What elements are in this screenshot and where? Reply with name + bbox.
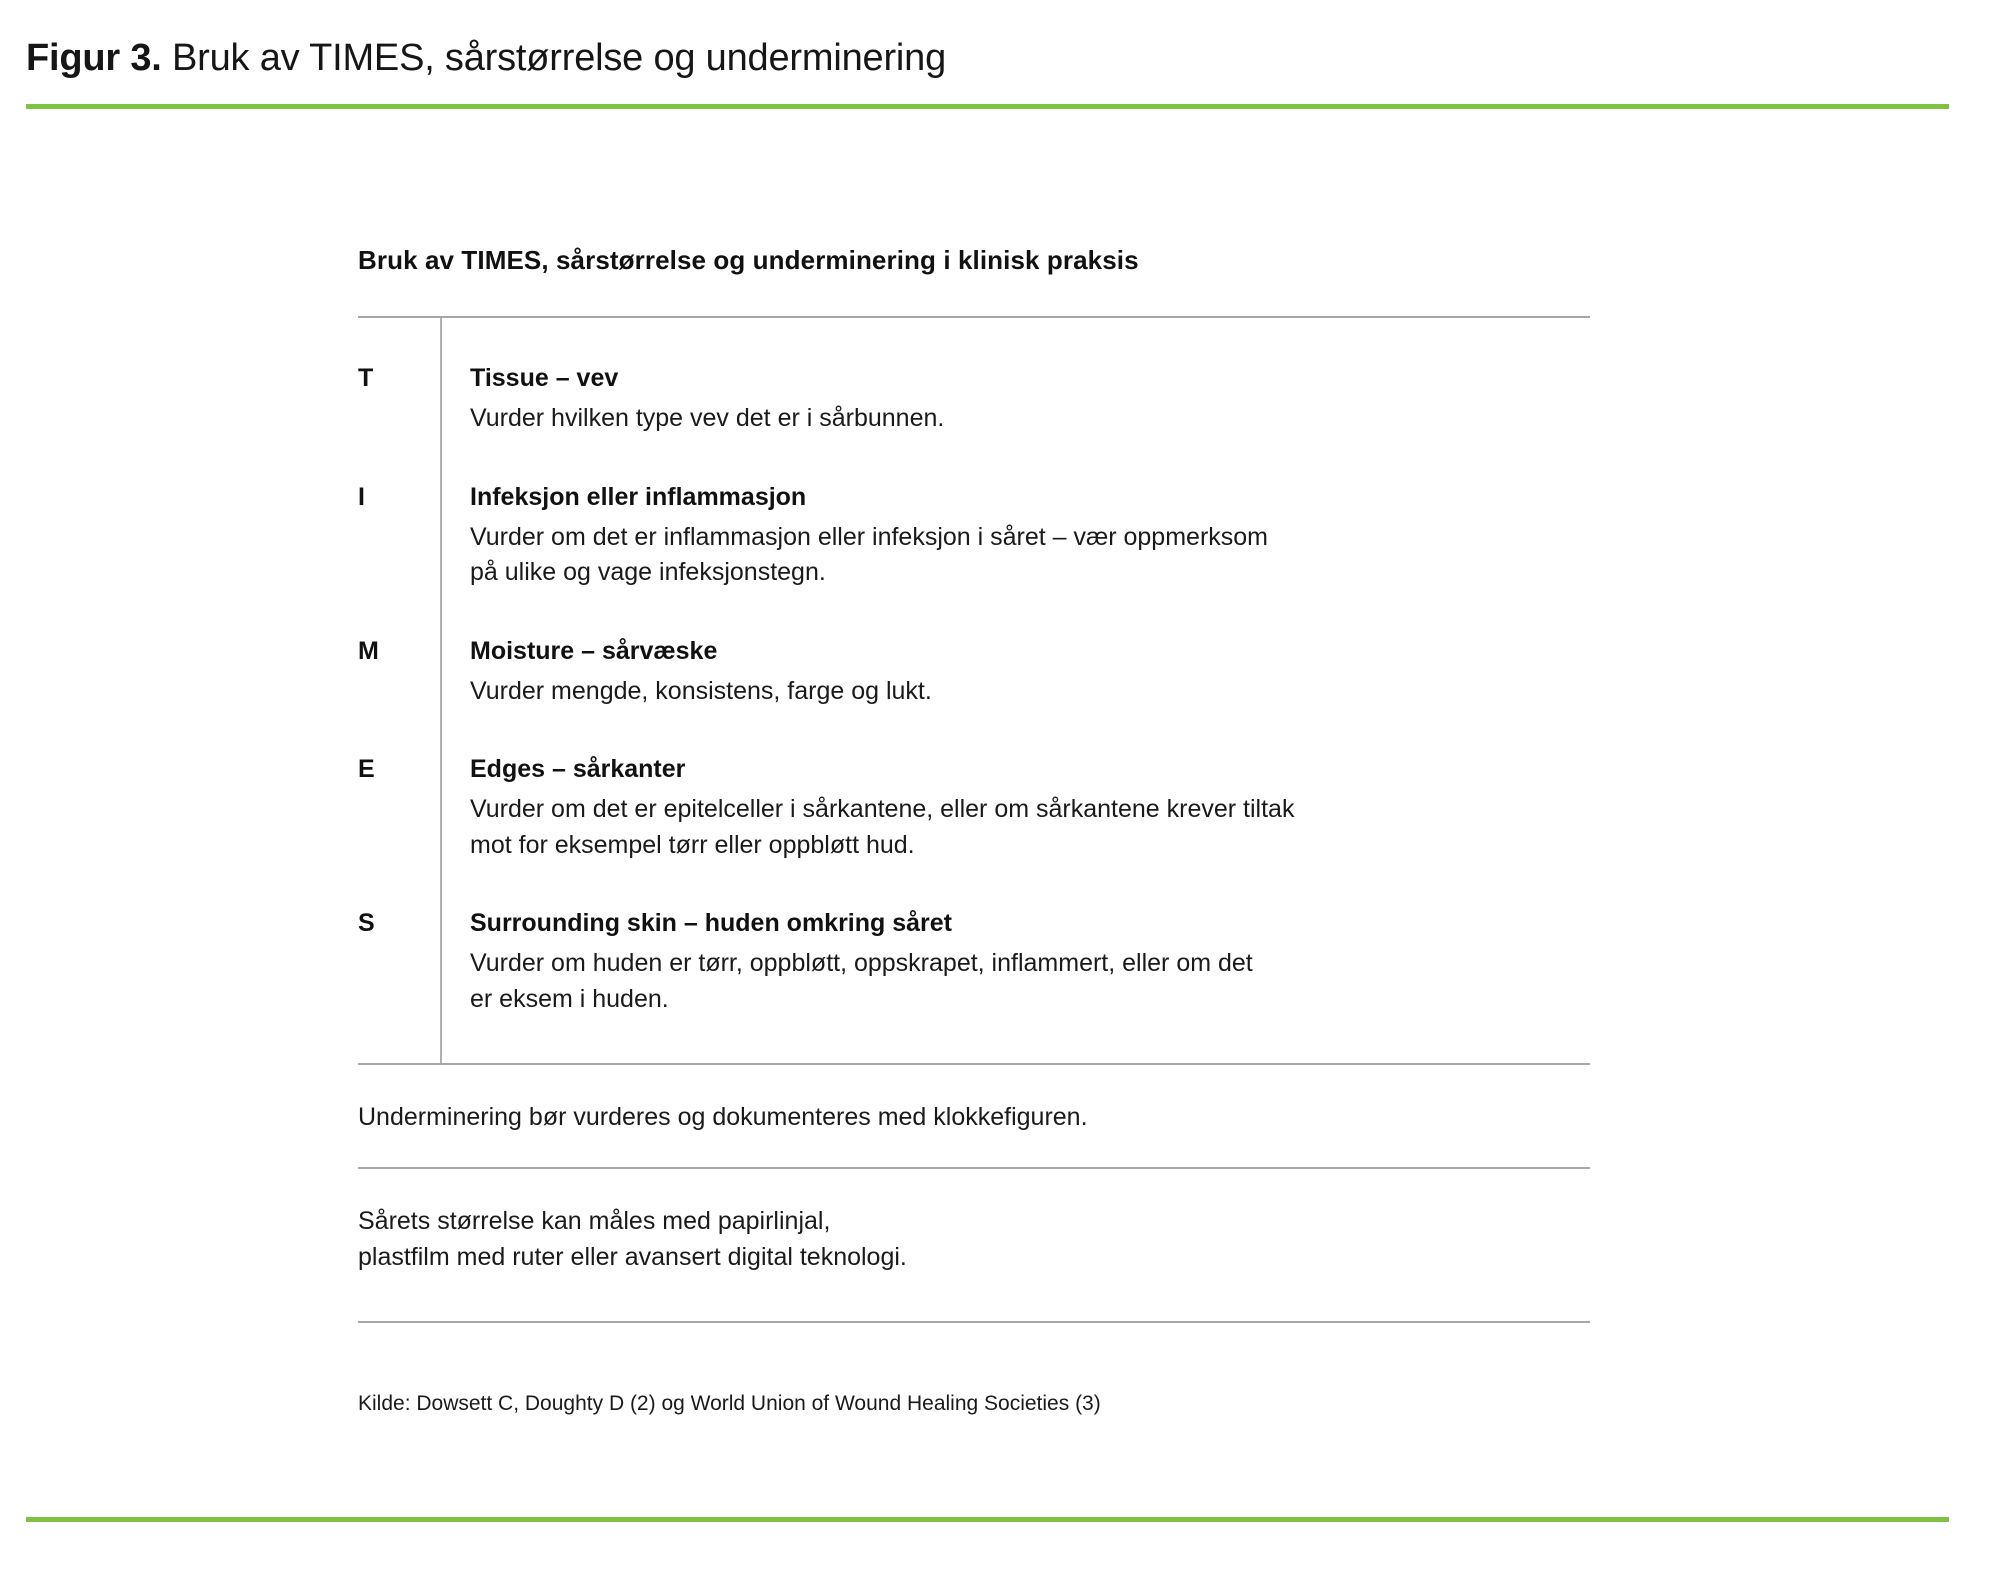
table-row — [358, 907, 1590, 1017]
row-body — [440, 907, 1590, 1017]
row-body — [440, 362, 1590, 437]
times-panel — [358, 245, 1590, 1418]
table-top-spacer — [358, 318, 1590, 362]
row-gap — [358, 709, 1590, 753]
row-description-line-2: på ulike og vage infeksjonstegn. — [470, 558, 826, 586]
row-description-line-2: er eksem i huden. — [470, 984, 669, 1013]
table-column-divider — [440, 318, 442, 1063]
row-description — [470, 401, 1590, 437]
row-description-line-1: Vurder hvilken type vev det er i sårbunnen. — [470, 404, 945, 432]
row-letter: M — [358, 636, 379, 665]
row-description-line-1: Vurder om det er inflammasjon eller infeksjon i såret – vær oppmerksom — [470, 522, 1268, 551]
figure-title-text: Bruk av TIMES, sårstørrelse og underminering — [172, 37, 947, 79]
row-letter: S — [358, 909, 375, 937]
row-gap — [358, 437, 1590, 481]
row-gap — [358, 591, 1590, 635]
bottom-accent-rule — [26, 1517, 1949, 1522]
source-citation: Kilde: Dowsett C, Doughty D (2) og World Union of Wound Healing Societies (3) — [358, 1392, 1101, 1415]
row-description — [470, 792, 1590, 863]
table-row — [358, 362, 1590, 437]
panel-heading: Bruk av TIMES, sårstørrelse og underminering i klinisk praksis — [358, 245, 1139, 275]
row-letter: T — [358, 364, 374, 392]
row-description-line-1: Vurder mengde, konsistens, farge og lukt. — [470, 676, 932, 705]
row-term: Edges – sårkanter — [470, 755, 686, 783]
row-term: Tissue – vev — [470, 364, 619, 392]
row-letter: I — [358, 482, 365, 511]
row-description — [470, 674, 1590, 710]
row-description-line-2: mot for eksempel tørr eller oppbløtt hud. — [470, 830, 915, 859]
note-saarstorrelse-line-1: Sårets størrelse kan måles med papirlinjal, — [358, 1207, 831, 1235]
note-saarstorrelse — [358, 1169, 1590, 1321]
note-saarstorrelse-line-2: plastfilm med ruter eller avansert digital teknologi. — [358, 1243, 907, 1271]
row-description-line-1: Vurder om huden er tørr, oppbløtt, oppskrapet, inflammert, eller om det — [470, 949, 1253, 977]
row-term: Surrounding skin – huden omkring såret — [470, 909, 953, 937]
table-row — [358, 635, 1590, 710]
row-description-line-1: Vurder om det er epitelceller i sårkantene, eller om sårkantene krever tiltak — [470, 795, 1295, 823]
row-description — [470, 520, 1590, 591]
row-body — [440, 753, 1590, 863]
table-row — [358, 753, 1590, 863]
times-table — [358, 318, 1590, 1063]
page-title — [26, 36, 946, 81]
row-letter: E — [358, 755, 375, 783]
row-description — [470, 946, 1590, 1017]
top-accent-rule — [26, 104, 1949, 109]
note-underminering: Underminering bør vurderes og dokumenteres med klokkefiguren. — [358, 1103, 1088, 1131]
table-bottom-spacer — [358, 1017, 1590, 1063]
row-gap — [358, 863, 1590, 907]
figure-label: Figur 3. — [26, 37, 162, 79]
row-body — [440, 635, 1590, 710]
row-term: Moisture – sårvæske — [470, 636, 718, 665]
row-term: Infeksjon eller inflammasjon — [470, 482, 807, 511]
table-row — [358, 481, 1590, 591]
row-body — [440, 481, 1590, 591]
